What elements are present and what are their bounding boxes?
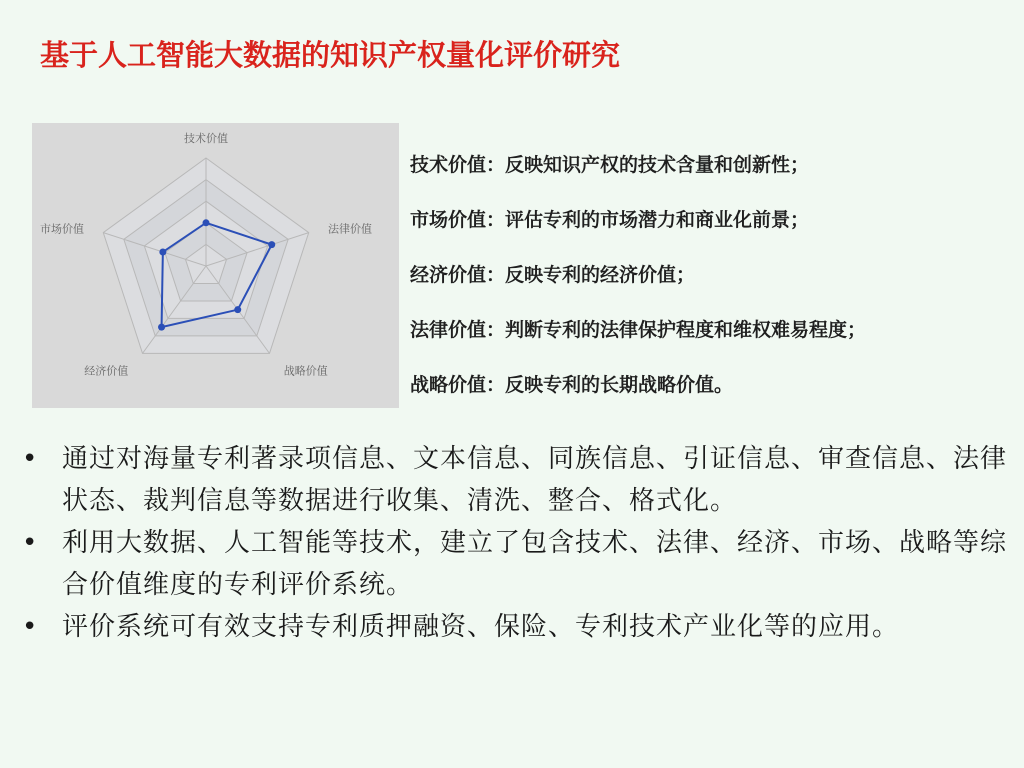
radar-point xyxy=(158,324,165,331)
bullet-text: 利用大数据、人工智能等技术，建立了包含技术、法律、经济、市场、战略等综合价值维度的专利评价系统。 xyxy=(62,528,1008,600)
radar-axis-label: 法律价值 xyxy=(328,222,373,236)
definition-economic: 经济价值：反映专利的经济价值； xyxy=(410,264,696,286)
bullet-marker: • xyxy=(22,528,38,558)
bullet-item xyxy=(22,522,1007,606)
bullet-item xyxy=(22,438,1007,522)
radar-point xyxy=(203,219,210,226)
bullet-text: 通过对海量专利著录项信息、文本信息、同族信息、引证信息、审查信息、法律状态、裁判信息等数据进行收集、清洗、整合、格式化。 xyxy=(62,444,1008,516)
value-definitions xyxy=(410,148,1010,423)
bullet-list xyxy=(22,438,1007,648)
radar-point xyxy=(268,241,275,248)
slide-title: 基于人工智能大数据的知识产权量化评价研究 xyxy=(40,38,621,72)
radar-point xyxy=(234,306,241,313)
definition-strategic: 战略价值：反映专利的长期战略价值。 xyxy=(410,374,734,396)
radar-axis-label: 战略价值 xyxy=(283,364,328,378)
radar-axis-label: 技术价值 xyxy=(184,132,228,145)
bullet-marker: • xyxy=(22,612,38,642)
radar-chart-panel xyxy=(32,123,399,408)
radar-point xyxy=(159,248,166,255)
bullet-marker: • xyxy=(22,444,38,474)
bullet-item xyxy=(22,606,1007,648)
definition-market: 市场价值：评估专利的市场潜力和商业化前景； xyxy=(410,209,810,231)
radar-axis-label: 市场价值 xyxy=(39,222,84,236)
bullet-text: 评价系统可有效支持专利质押融资、保险、专利技术产业化等的应用。 xyxy=(62,612,900,642)
radar-axis-label: 经济价值 xyxy=(84,364,129,378)
definition-tech: 技术价值：反映知识产权的技术含量和创新性； xyxy=(410,154,810,176)
definition-legal: 法律价值：判断专利的法律保护程度和维权难易程度； xyxy=(410,319,867,341)
radar-chart xyxy=(32,123,399,408)
